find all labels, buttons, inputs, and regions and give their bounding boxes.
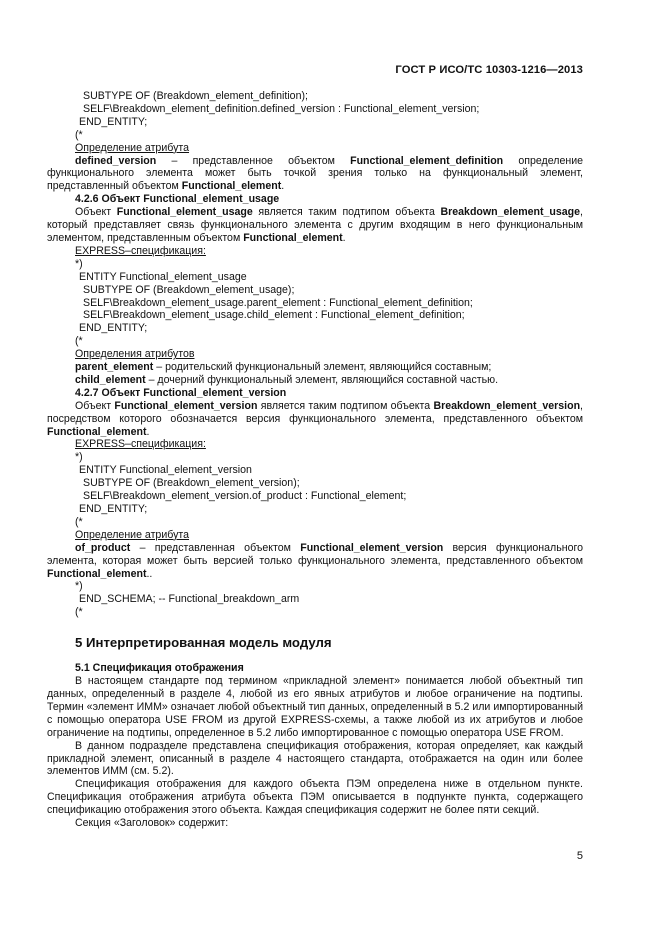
code-line: SELF\Breakdown_element_usage.child_element : Functional_element_definition; (83, 309, 465, 322)
code-line: END_SCHEMA; -- Functional_breakdown_arm (79, 593, 300, 606)
page-content (47, 90, 583, 830)
subsection-heading: 4.2.7 Объект Functional_element_version (75, 386, 287, 399)
entity-name: Functional_element_usage (116, 206, 253, 219)
section-heading: 5 Интерпретированная модель модуля (75, 635, 332, 651)
code-line: END_ENTITY; (79, 503, 148, 515)
code-line: *) (75, 451, 83, 464)
body-paragraph: В настоящем стандарте под термином «прикладной элемент» понимается любой объектный тип данных, определенный в разделе 4, любой из его явных атрибутов и любое ограничение на подтипы. Термин «элемент ИММ» означает любой объектный тип данных, определенный в 5.2 или импортированный с помощью оператора USE FROM из другой EXPRESS-схемы, а также любой из их атрибутов и любое ограничение на подтипы, определенное в 5.2 либо импортированное с помощью оператора USE FROM. (47, 675, 583, 739)
code-line: ENTITY Functional_element_version (79, 464, 252, 477)
code-line: (* (75, 335, 83, 348)
code-line: ENTITY Functional_element_usage (79, 270, 247, 283)
subsection-heading: 4.2.6 Объект Functional_element_usage (75, 193, 280, 206)
code-line: SELF\Breakdown_element_usage.parent_element : Functional_element_definition; (83, 296, 473, 309)
entity-name: Functional_element_definition (350, 154, 504, 167)
code-line: SELF\Breakdown_element_version.of_product : Functional_element; (83, 490, 407, 503)
entity-name: Functional_element_version (114, 399, 258, 412)
entity-name: Functional_element (47, 567, 147, 580)
code-line: *) (75, 257, 83, 270)
page-header: ГОСТ Р ИСО/ТС 10303-1216—2013 (395, 64, 583, 76)
subsection-heading: 5.1 Спецификация отображения (75, 662, 244, 675)
code-line: SUBTYPE OF (Breakdown_element_version); (83, 477, 300, 490)
code-line: SUBTYPE OF (Breakdown_element_definition); (83, 90, 308, 102)
entity-description-paragraph: Объект Functional_element_usage является таким подтипом объекта Breakdown_element_usage, который представляет связь функционального элемента с другим входящим в него функциональным элементом, представленным объектом Functional_element. (47, 206, 583, 244)
code-line: *) (75, 580, 83, 593)
page-number: 5 (576, 850, 583, 862)
entity-name: Breakdown_element_version (433, 399, 581, 412)
code-line: END_ENTITY; (79, 115, 148, 128)
body-paragraph: Спецификация отображения для каждого объекта ПЭМ определена ниже в отдельном пункте. Спецификация отображения атрибута объекта ПЭМ описывается в подпункте пункта, содержащего спецификацию отображения этого объекта. Каждая спецификация содержит не более пяти секций. (47, 778, 583, 817)
body-paragraph: Секция «Заголовок» содержит: (75, 817, 229, 830)
entity-name: Functional_element (47, 425, 147, 438)
attribute-term: defined_version (75, 154, 157, 167)
entity-name: Functional_element (181, 180, 282, 193)
attribute-definition-line: child_element – дочерний функциональный элемент, являющийся составной частью. (75, 373, 499, 386)
code-line: (* (75, 128, 83, 141)
express-spec-heading: EXPRESS–спецификация: (75, 438, 206, 451)
entity-name: Functional_element (243, 231, 343, 244)
code-line: END_ENTITY; (79, 322, 148, 335)
attribute-definition-paragraph: defined_version – представленное объектом Functional_element_definition определение функционального элемента может быть точкой зрения только на функциональный элемент, представленный объектом Functional_element. (47, 154, 584, 193)
code-line: (* (75, 515, 83, 528)
attribute-definition-line: parent_element – родительский функциональный элемент, являющийся составным; (75, 361, 492, 374)
attribute-definitions-heading: Определения атрибутов (75, 348, 195, 361)
entity-name: Functional_element_version (300, 541, 444, 554)
attribute-definition-paragraph: of_product – представленная объектом Functional_element_version версия функционального элемента, которая может быть версией только функционального элемента, представленного объектом Functional_element.. (47, 541, 584, 580)
attribute-definition-heading: Определение атрибута (75, 528, 190, 541)
code-line: SUBTYPE OF (Breakdown_element_usage); (83, 283, 295, 296)
body-paragraph: В данном подразделе представлена спецификация отображения, которая определяет, как каждый прикладной элемент, описанный в разделе 4 настоящего стандарта, отображается на один или более элементов ИММ (см. 5.2). (47, 739, 583, 778)
code-line: (* (75, 606, 83, 619)
code-line: SELF\Breakdown_element_definition.defined_version : Functional_element_version; (83, 102, 480, 115)
entity-name: Breakdown_element_usage (440, 206, 581, 219)
express-spec-heading: EXPRESS–спецификация: (75, 244, 206, 257)
entity-description-paragraph: Объект Functional_element_version является таким подтипом объекта Breakdown_element_version, посредством которого обозначается версия функционального элемента, представленного объектом Functional_element. (47, 399, 583, 438)
attribute-definition-heading: Определение атрибута (75, 141, 190, 154)
